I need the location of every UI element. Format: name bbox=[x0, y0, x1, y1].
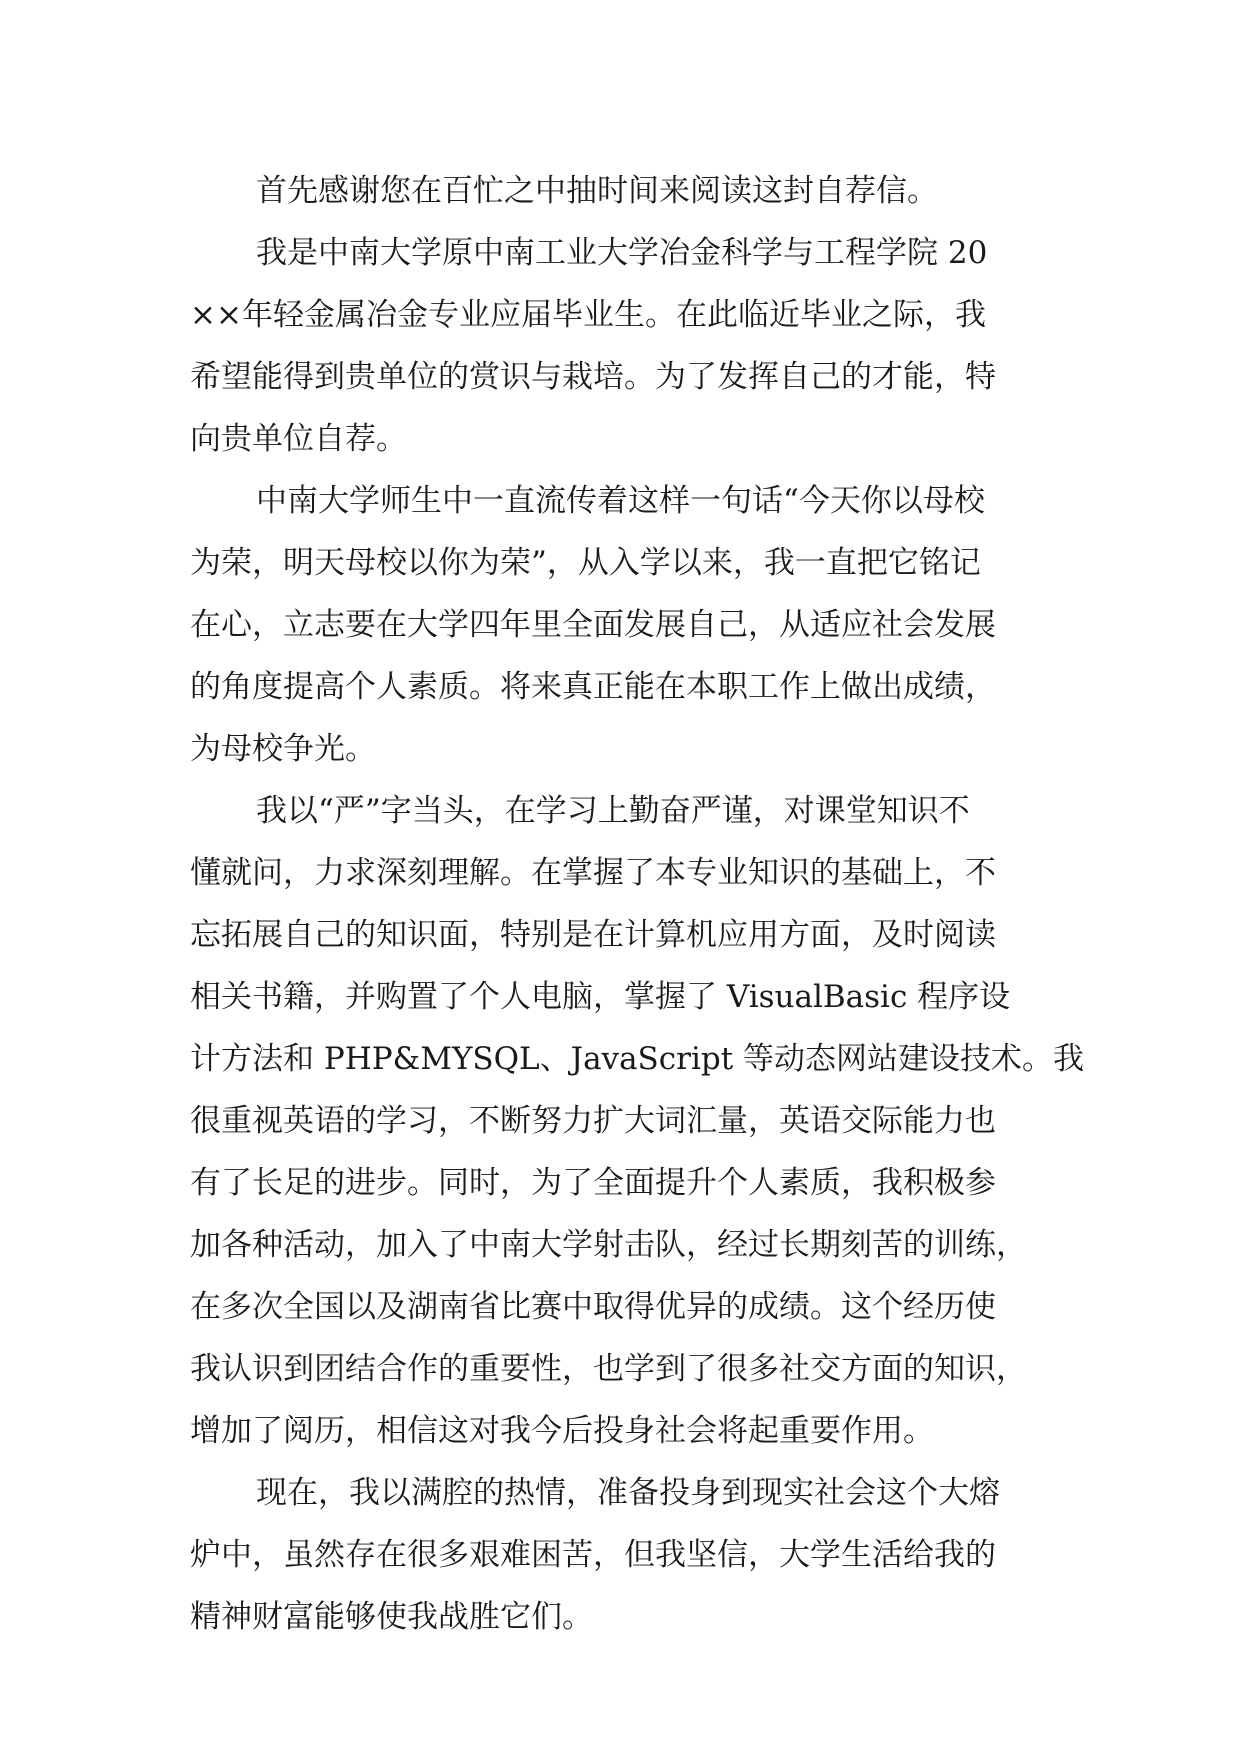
paragraph-4-line-9: 在多次全国以及湖南省比赛中取得优异的成绩。这个经历使 bbox=[190, 1289, 996, 1325]
paragraph-5-line-1: 现在，我以满腔的热情，准备投身到现实社会这个大熔 bbox=[256, 1475, 1000, 1511]
paragraph-4-line-1: 我以“严”字当头，在学习上勤奋严谨，对课堂知识不 bbox=[256, 793, 970, 829]
paragraph-2-line-1: 我是中南大学原中南工业大学冶金科学与工程学院 20 bbox=[256, 235, 988, 271]
paragraph-3-line-1: 中南大学师生中一直流传着这样一句话“今天你以母校 bbox=[256, 483, 985, 519]
paragraph-4-line-10: 我认识到团结合作的重要性，也学到了很多社交方面的知识， bbox=[190, 1351, 1027, 1387]
paragraph-1-line-1: 首先感谢您在百忙之中抽时间来阅读这封自荐信。 bbox=[256, 173, 938, 209]
paragraph-4-line-11: 增加了阅历，相信这对我今后投身社会将起重要作用。 bbox=[190, 1413, 934, 1449]
paragraph-4-line-3: 忘拓展自己的知识面，特别是在计算机应用方面，及时阅读 bbox=[190, 917, 996, 953]
paragraph-3-line-2: 为荣，明天母校以你为荣”，从入学以来，我一直把它铭记 bbox=[190, 545, 981, 581]
paragraph-5-line-2: 炉中，虽然存在很多艰难困苦，但我坚信，大学生活给我的 bbox=[190, 1537, 996, 1573]
paragraph-3-line-4: 的角度提高个人素质。将来真正能在本职工作上做出成绩， bbox=[190, 669, 996, 705]
paragraph-4-line-2: 懂就问，力求深刻理解。在掌握了本专业知识的基础上，不 bbox=[190, 855, 996, 891]
paragraph-4-line-6: 很重视英语的学习，不断努力扩大词汇量，英语交际能力也 bbox=[190, 1103, 996, 1139]
paragraph-3-line-3: 在心，立志要在大学四年里全面发展自己，从适应社会发展 bbox=[190, 607, 996, 643]
paragraph-4-line-4: 相关书籍，并购置了个人电脑，掌握了 VisualBasic 程序设 bbox=[190, 979, 1011, 1015]
paragraph-4-line-7: 有了长足的进步。同时，为了全面提升个人素质，我积极参 bbox=[190, 1165, 996, 1201]
paragraph-4-line-8: 加各种活动，加入了中南大学射击队，经过长期刻苦的训练， bbox=[190, 1227, 1027, 1263]
paragraph-4-line-5: 计方法和 PHP&MYSQL、JavaScript 等动态网站建设技术。我 bbox=[190, 1041, 1085, 1077]
paragraph-2-line-4: 向贵单位自荐。 bbox=[190, 421, 407, 457]
paragraph-3-line-5: 为母校争光。 bbox=[190, 731, 376, 767]
paragraph-2-line-2: ××年轻金属冶金专业应届毕业生。在此临近毕业之际，我 bbox=[190, 297, 986, 333]
paragraph-2-line-3: 希望能得到贵单位的赏识与栽培。为了发挥自己的才能，特 bbox=[190, 359, 996, 395]
letter-body bbox=[190, 160, 1085, 1648]
paragraph-5-line-3: 精神财富能够使我战胜它们。 bbox=[190, 1599, 593, 1635]
